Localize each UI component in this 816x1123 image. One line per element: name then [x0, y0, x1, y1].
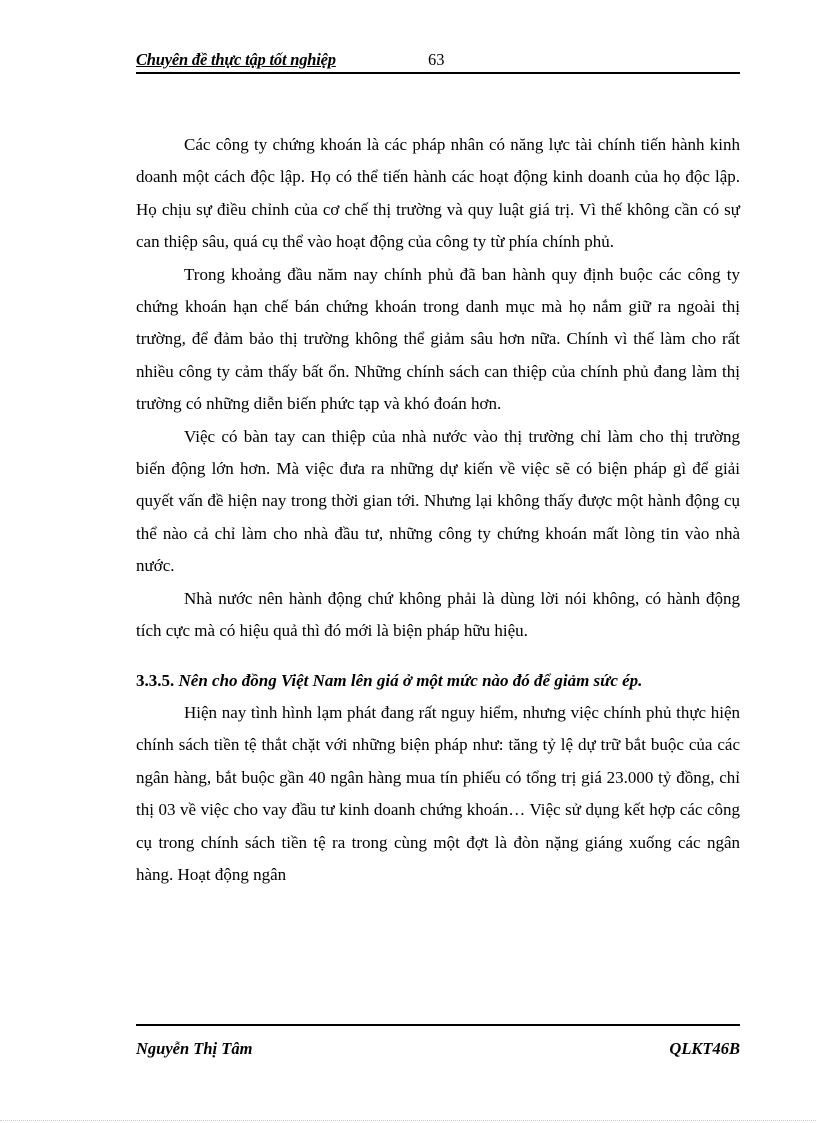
paragraph-3: Việc có bàn tay can thiệp của nhà nước vào thị trường chỉ làm cho thị trường biến động lớn hơn. Mà việc đưa ra những dự kiến về việc sẽ có biện pháp gì để giải quyết vấn đề hiện nay trong thời gian tới. Nhưng lại không thấy được một hành động cụ thể nào cả chỉ làm cho nhà đầu tư, những công ty chứng khoán mất lòng tin vào nhà nước.: [136, 426, 740, 576]
page-body: [136, 129, 740, 891]
section-paragraph: Hiện nay tình hình lạm phát đang rất nguy hiểm, nhưng việc chính phủ thực hiện chính sách tiền tệ thắt chặt với những biện pháp như: tăng tỷ lệ dự trữ bắt buộc của các ngân hàng, bắt buộc gần 40 ngân hàng mua tín phiếu có tổng trị giá 23.000 tỷ đồng, chỉ thị 03 về việc cho vay đầu tư kinh doanh chứng khoán… Việc sử dụng kết hợp các công cụ trong chính sách tiền tệ ra trong cùng một đợt là đòn nặng giáng xuống các ngân hàng. Hoạt động ngân: [136, 702, 740, 884]
section-number: 3.3.5.: [136, 670, 175, 690]
paragraph-4: Nhà nước nên hành động chứ không phải là dùng lời nói không, có hành động tích cực mà có hiệu quả thì đó mới là biện pháp hữu hiệu.: [136, 588, 740, 641]
bottom-divider: [0, 1120, 816, 1121]
footer-author: Nguyễn Thị Tâm: [136, 1039, 253, 1058]
page-footer: [136, 1024, 740, 1056]
page-header: [136, 48, 740, 74]
page-number: 63: [428, 50, 445, 69]
section-heading: Nên cho đồng Việt Nam lên giá ở một mức nào đó để giảm sức ép.: [178, 670, 643, 690]
paragraph-2: Trong khoảng đầu năm nay chính phủ đã ban hành quy định buộc các công ty chứng khoán hạn chế bán chứng khoán trong danh mục mà họ nắm giữ ra ngoài thị trường, để đảm bảo thị trường không thể giảm sâu hơn nữa. Chính vì thế làm cho rất nhiều công ty cảm thấy bất ổn. Những chính sách can thiệp của chính phủ đang làm thị trường có những diễn biến phức tạp và khó đoán hơn.: [136, 264, 740, 414]
header-title: Chuyên đề thực tập tốt nghiệp: [136, 50, 336, 69]
footer-class-code: QLKT46B: [669, 1039, 740, 1058]
paragraph-1: Các công ty chứng khoán là các pháp nhân có năng lực tài chính tiến hành kinh doanh một cách độc lập. Họ có thể tiến hành các hoạt động kinh doanh của họ độc lập. Họ chịu sự điều chỉnh của cơ chế thị trường và quy luật giá trị. Vì thế không cần có sự can thiệp sâu, quá cụ thể vào hoạt động của công ty từ phía chính phủ.: [136, 135, 740, 252]
section-title: [136, 665, 740, 697]
